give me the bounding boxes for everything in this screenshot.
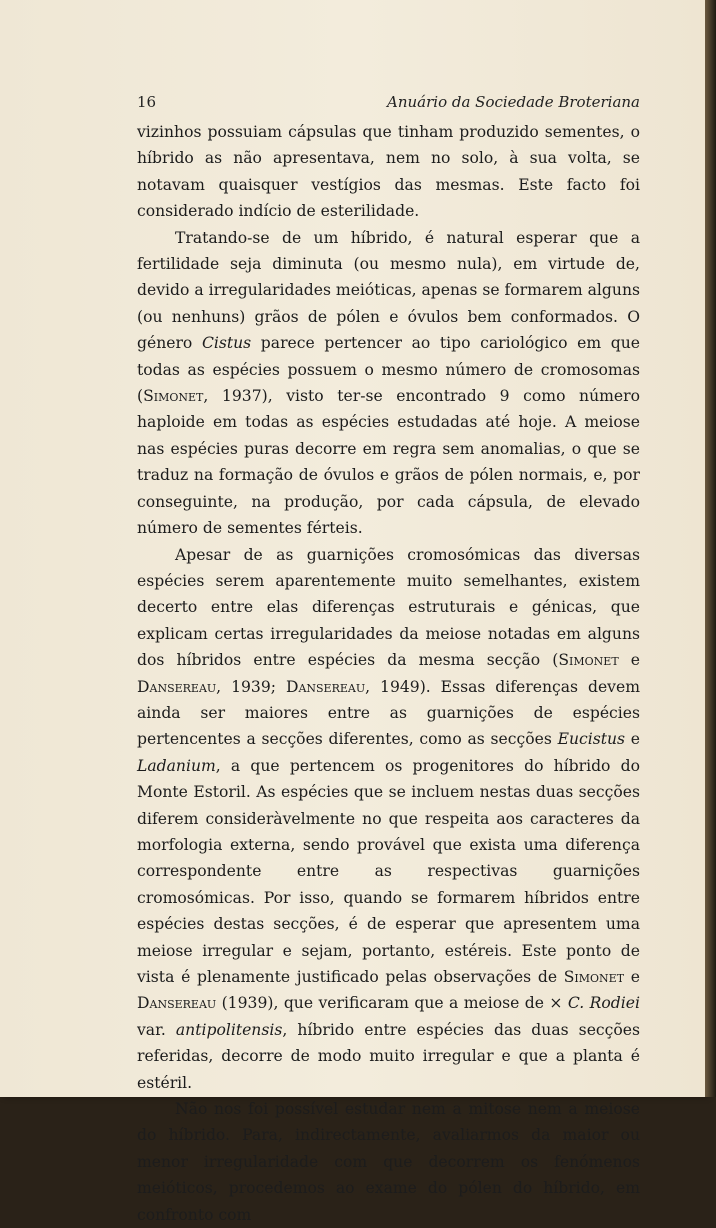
journal-title: Anuário da Sociedade Broteriana (387, 93, 640, 111)
author-citation: Dansereau (137, 994, 217, 1013)
text-run: , híbrido entre espécies das duas secções referidas, decorre de modo muito irregular e que a planta é estéril. (137, 1020, 641, 1092)
author-citation: Simonet (143, 387, 204, 406)
text-run: , a que pertencem os progenitores do híbrido do Monte Estoril. As espécies que se incluem nestas duas secções diferem consideràvelmente no que respeita aos caracteres da morfologia externa, sendo provável que exista uma diferença correspondente entre as respectivas guarnições cromosómicas. Por isso, quando se formarem híbridos entre espécies destas secções, é de esperar que apresentem uma meiose irregular e sejam, portanto, estéreis. Este ponto de vista é plenamente justificado pelas observações de (137, 756, 640, 986)
text-run: (1939), que verificaram que a meiose de (216, 994, 550, 1013)
variety-name: antipolitensis (175, 1020, 283, 1039)
hybrid-sign: × (549, 994, 568, 1013)
text-run: , 1939; (216, 677, 286, 696)
text-run: e (624, 968, 640, 986)
author-citation: Simonet (563, 968, 625, 986)
paragraph-2 (137, 225, 640, 542)
species-name: C. Rodiei (567, 994, 640, 1013)
text-run: Tratando-se de um híbrido, é natural esperar que a fertilidade seja diminuta (ou mesmo nula), em virtude de, devido a irregularidades meióticas, apenas se formarem alguns (ou nenhuns) grãos de pólen e óvulos bem conformados. O género (137, 228, 640, 353)
text-run: , 1937), visto ter-se encontrado 9 como número haploide em todas as espécies estudadas até hoje. A meiose nas espécies puras decorre em regra sem anomalias, o que se traduz na formação de óvulos e grãos de pólen normais, e, por conseguinte, na produção, por cada cápsula, de elevado número de sementes férteis. (137, 387, 640, 538)
author-citation: Simonet (558, 651, 619, 670)
body-text (137, 119, 640, 1228)
text-run: e (625, 730, 640, 749)
author-citation: Dansereau (285, 677, 366, 696)
paragraph-1 (137, 119, 640, 225)
author-citation: Dansereau (137, 677, 217, 696)
text-run: Apesar de as guarnições cromosómicas das diversas espécies serem aparentemente muito semelhantes, existem decerto entre elas diferenças estruturais e génicas, que explicam certas irregularidades da meiose notadas em alguns dos híbridos entre espécies da mesma secção ( (137, 545, 640, 670)
paragraph-3 (137, 542, 640, 1097)
text-run: e (618, 651, 640, 670)
paragraph-4 (137, 1096, 640, 1228)
text-run: parece pertencer ao tipo cariológico em que todas as espécies possuem o mesmo número de cromosomas ( (137, 334, 640, 406)
page-number: 16 (137, 93, 157, 111)
section-name: Ladanium (137, 756, 216, 775)
page-edge-shadow (705, 0, 716, 1097)
running-head (137, 93, 640, 111)
text-run: vizinhos possuiam cápsulas que tinham produzido sementes, o híbrido as não apresentava, nem no solo, à sua volta, se notavam quaisquer vestígios das mesmas. Este facto foi considerado indício de esterilidade. (137, 123, 640, 221)
text-run: var. (137, 1020, 176, 1039)
section-name: Eucistus (557, 730, 626, 749)
text-run: Não nos foi possível estudar nem a mitose nem a meiose do híbrido. Para, indirectamente, avaliarmos da maior ou menor irregularidade com que decorrem os fenómenos meióticos, procedemos ao exame do pólen do híbrido, em confronto com (137, 1100, 640, 1224)
genus-name: Cistus (201, 334, 252, 353)
text-run: , 1949). Essas diferenças devem ainda ser maiores entre as guarnições de espécies pertencentes a secções diferentes, como as secções (137, 677, 641, 749)
